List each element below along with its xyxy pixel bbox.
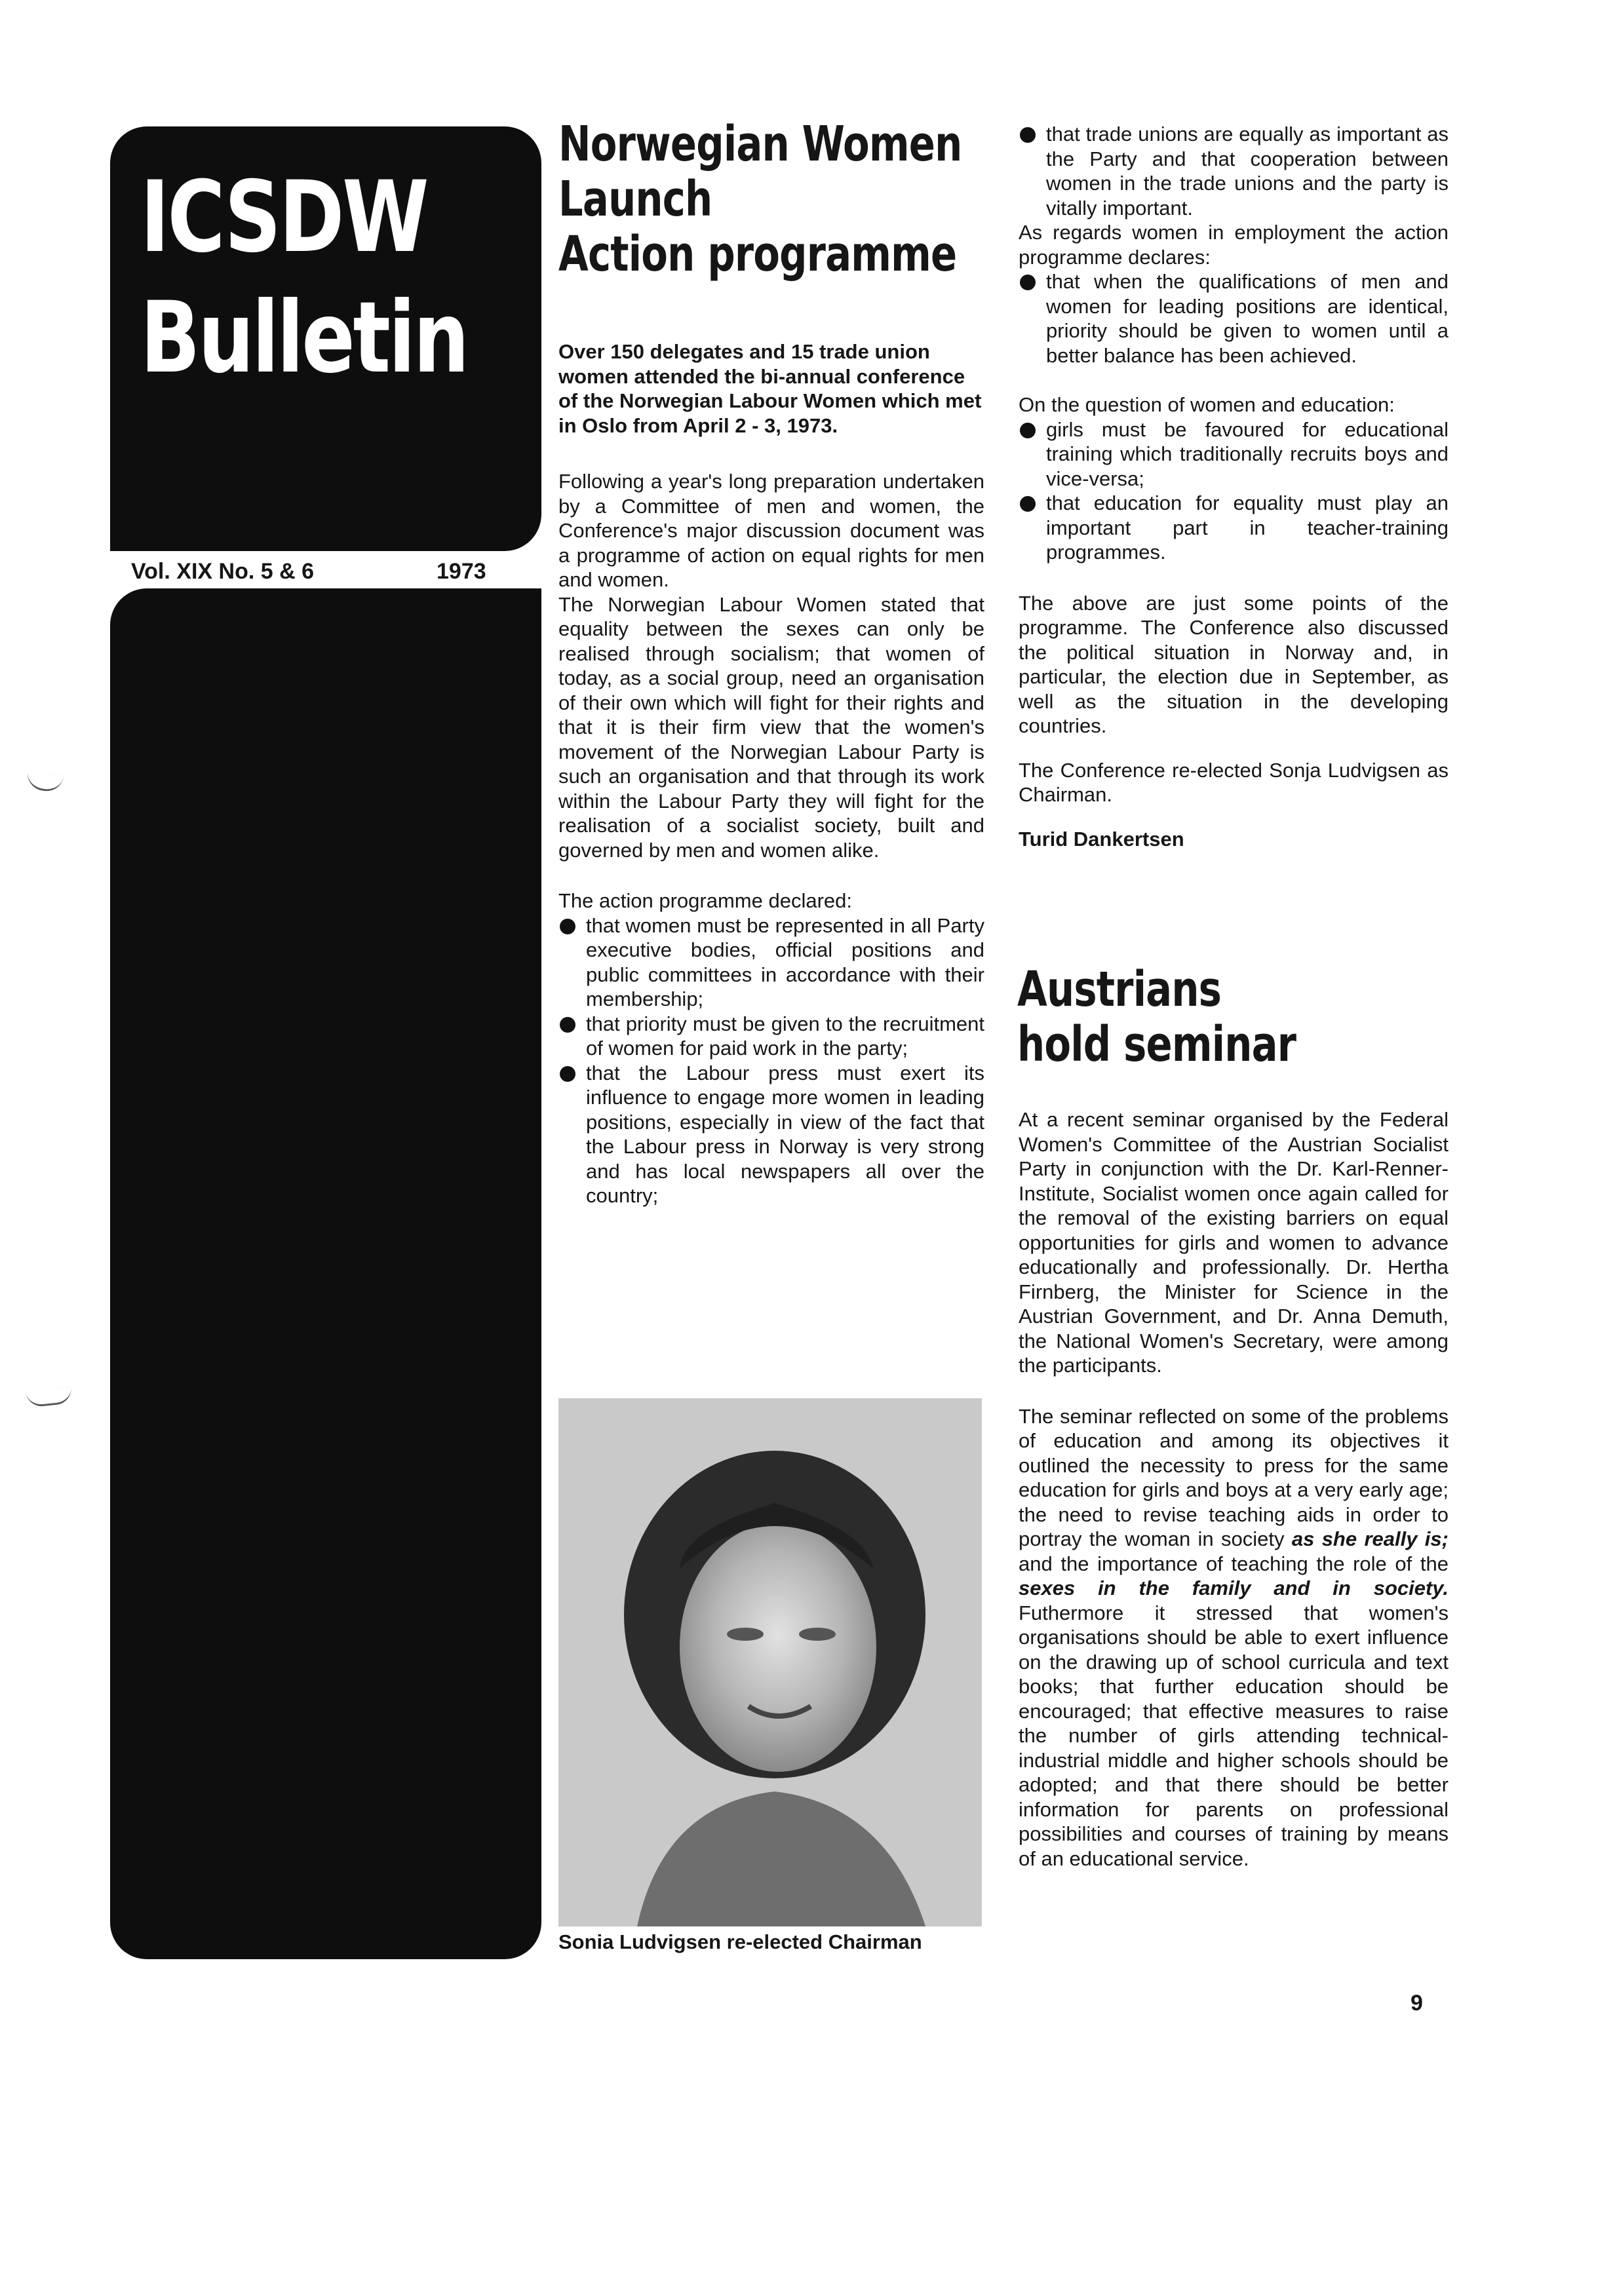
masthead-title: [140, 157, 467, 398]
headline-line: hold seminar: [1017, 1016, 1296, 1073]
education-intro: On the question of women and education:: [1019, 393, 1395, 416]
portrait-photo-drawing: [558, 1398, 982, 1926]
bullet-item: that the Labour press must exert its influence to engage more women in leading positions, especially in view of the fact that the Labour press in Norway is very strong and has local newspapers all over the country;: [558, 1061, 984, 1208]
article2-paragraph: [1019, 1404, 1449, 1871]
article1-byline: Turid Dankertsen: [1019, 827, 1184, 851]
bullet-item: that trade unions are equally as important as the Party and that cooperation between women in the trade unions and the party is vitally important.: [1019, 122, 1449, 220]
article2-text: and the importance of teaching the role of the: [1019, 1552, 1449, 1575]
headline-line: Launch: [558, 171, 712, 227]
article1-paragraph: The Norwegian Labour Women stated that equality between the sexes can only be realised through socialism; that women of today, as a social group, need an organisation of their own which will fight for their rights and that it is their firm view that the women's movement of the Norwegian Labour Party is such an organisation and that through its work within the Labour Party they will fight for the realisation of a socialist society, built and governed by men and women alike.: [558, 592, 984, 862]
article1-paragraph: The above are just some points of the programme. The Conference also discussed the political situation in Norway and, in particular, the election due in September, as well as the situation in the developing countries.: [1019, 591, 1449, 737]
photo-caption: Sonia Ludvigsen re-elected Chairman: [558, 1930, 922, 1953]
issue-line: [131, 558, 498, 584]
article1-column-right: [1019, 122, 1449, 851]
article1-paragraph: Following a year's long preparation undertaken by a Committee of men and women, the Conference's major discussion document was a programme of action on equal rights for men and women.: [558, 470, 984, 591]
article-headline-norwegian: [558, 117, 962, 282]
headline-line: Action programme: [558, 226, 957, 282]
volume-number: Vol. XIX No. 5 & 6: [131, 559, 314, 584]
bullet-item: that when the qualifications of men and women for leading positions are identical, priority should be given to women until a better balance has been achieved.: [1019, 269, 1449, 368]
bullet-item: girls must be favoured for educational training which traditionally recruits boys and vice-versa;: [1019, 417, 1449, 491]
article2-paragraph: At a recent seminar organised by the Federal Women's Committee of the Austrian Socialist Party in conjunction with the Dr. Karl-Renner-Institute, Socialist women once again called for the removal of the existing barriers on equal opportunities for girls and women to advance educationally and professionally. Dr. Hertha Firnberg, the Minister for Science in the Austrian Government, and Dr. Anna Demuth, the National Women's Secretary, were among the participants.: [1019, 1108, 1449, 1377]
employment-intro: As regards women in employment the action programme declares:: [1019, 221, 1449, 269]
masthead-title-line1: ICSDW: [140, 161, 427, 275]
declared-intro: The action programme declared:: [558, 889, 853, 912]
black-sidebar-panel: [110, 588, 541, 1959]
bullet-item: that education for equality must play an important part in teacher-training programmes.: [1019, 491, 1449, 565]
headline-line: Austrians: [1017, 961, 1222, 1018]
article1-paragraph: The Conference re-elected Sonja Ludvigsen as Chairman.: [1019, 758, 1449, 806]
page-number: 9: [1411, 1991, 1423, 2016]
margin-mark: [26, 1387, 73, 1407]
portrait-photo: [558, 1398, 982, 1926]
article1-column-middle: [558, 339, 984, 1208]
bullet-item: that priority must be given to the recruitment of women for paid work in the party;: [558, 1012, 984, 1061]
article2-column: [1019, 1107, 1449, 1871]
margin-mark: [25, 771, 64, 794]
article2-text: Futhermore it stressed that women's organisations should be able to exert influence on the drawing up of school curricula and text books; that further education should be encouraged; that effective measures to raise the number of girls attending technical-industrial middle and higher schools should be adopted; and that there should be better information for parents on professional possibilities and courses of training by means of an educational service.: [1019, 1601, 1449, 1870]
bullet-item: that women must be represented in all Party executive bodies, official positions and public committees in accordance with their membership;: [558, 913, 984, 1012]
article2-emphasis: as she really is;: [1291, 1527, 1449, 1550]
article2-emphasis: sexes in the family and in society.: [1019, 1577, 1449, 1599]
article1-lead: Over 150 delegates and 15 trade union women attended the bi-annual conference of the Norwegian Labour Women which met in Oslo from April 2 - 3, 1973.: [558, 340, 982, 437]
article2-text: The seminar reflected on some of the problems of education and among its objectives it outlined the necessity to press for the same education for girls and boys at a very early age; the need to revise teaching aids in order to portray the woman in society: [1019, 1404, 1449, 1550]
issue-year: 1973: [437, 559, 486, 584]
headline-line: Norwegian Women: [558, 116, 962, 172]
masthead-title-line2: Bulletin: [140, 281, 467, 395]
article-headline-austrians: [1017, 962, 1296, 1072]
